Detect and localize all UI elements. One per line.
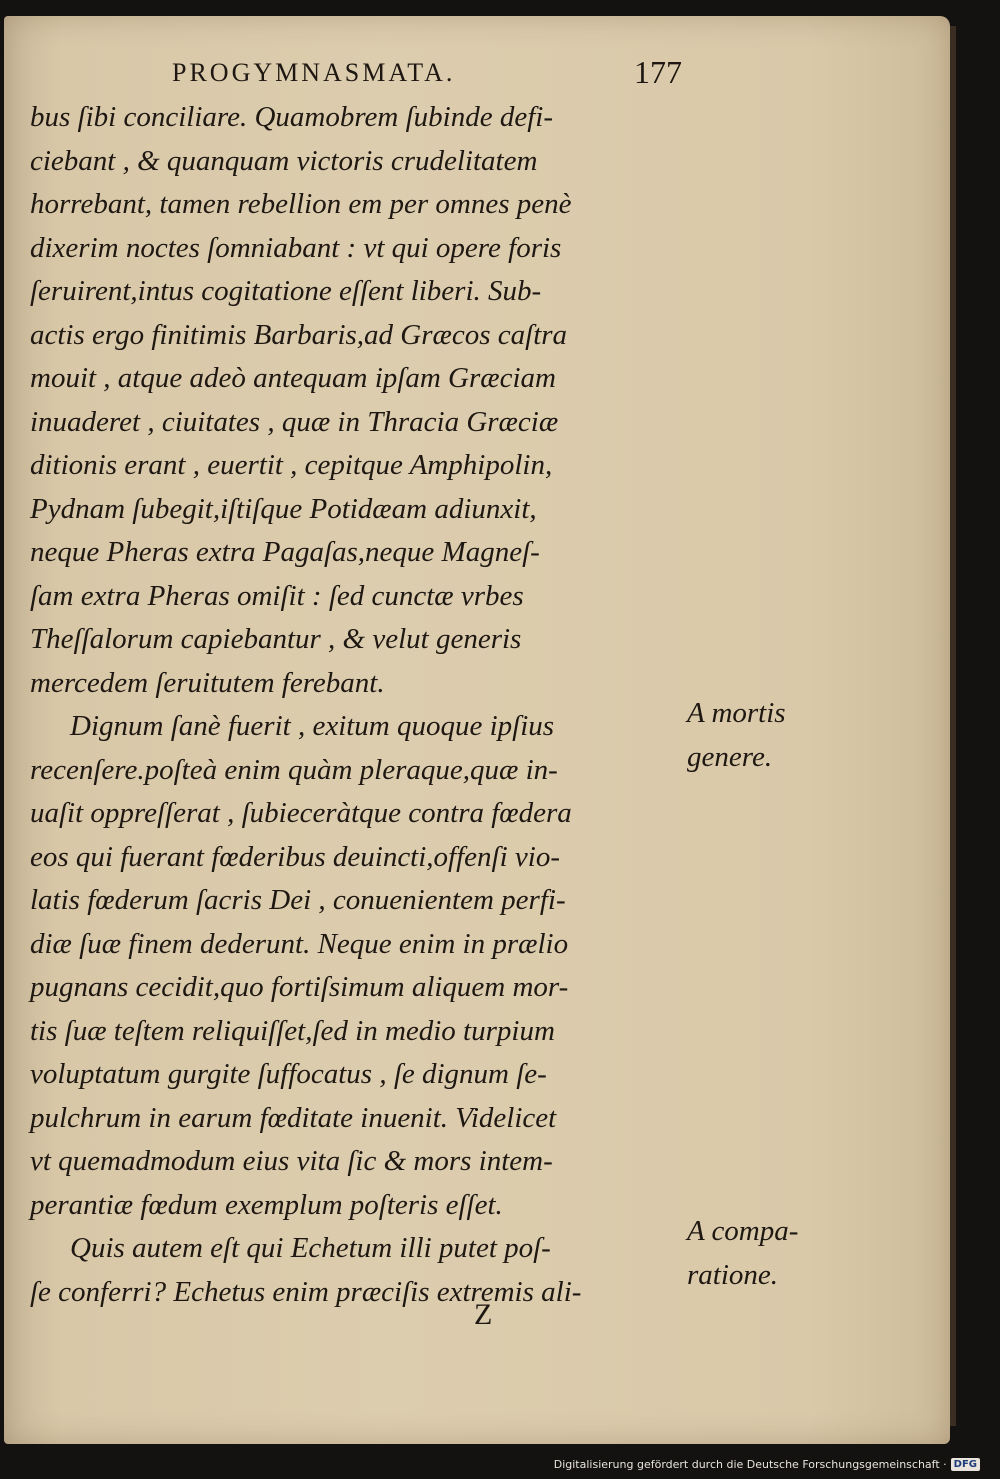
margin-note-comparatione — [687, 1210, 927, 1297]
text-line: recenſere.poſteà enim quàm pleraque,quæ in- — [30, 753, 558, 786]
text-line: Pydnam ſubegit,iſtiſque Potidæam adiunxit, — [30, 492, 537, 525]
text-line: pulchrum in earum fœditate inuenit. Videlicet — [30, 1101, 557, 1134]
page-number: 177 — [634, 54, 682, 90]
text-line: bus ſibi conciliare. Quamobrem ſubinde defi- — [30, 101, 553, 133]
text-line: ciebant , & quanquam victoris crudelitatem — [30, 144, 538, 177]
margin-note-line: A mortis — [687, 697, 786, 729]
signature-mark: Z — [474, 1298, 493, 1331]
text-line: inuaderet , ciuitates , quæ in Thracia Græciæ — [30, 405, 559, 438]
digitization-credit — [554, 1453, 980, 1475]
margin-note-line: ratione. — [687, 1258, 779, 1291]
margin-note-mortis — [687, 692, 927, 779]
text-line: uaſit oppreſſerat , ſubieceràtque contra fœdera — [30, 797, 572, 829]
margin-note-line: genere. — [687, 740, 773, 773]
text-line: ditionis erant , euertit , cepitque Amphipolin, — [30, 449, 553, 481]
text-line: Theſſalorum capiebantur , & velut generis — [30, 623, 522, 655]
text-line: dixerim noctes ſomniabant : vt qui opere foris — [30, 231, 562, 264]
credit-text: Digitalisierung gefördert durch die Deutsche Forschungsgemeinschaft · — [553, 1457, 947, 1471]
main-text-block — [30, 96, 690, 1314]
margin-note-line: A compa- — [687, 1215, 799, 1247]
text-line: mouit , atque adeò antequam ipſam Græciam — [30, 362, 556, 394]
paragraph-start-line: Quis autem eſt qui Echetum illi putet poſ- — [70, 1232, 551, 1264]
dfg-logo-icon: DFG — [951, 1458, 980, 1471]
text-line: eos qui fuerant fœderibus deuincti,offenſi vio- — [30, 840, 560, 873]
running-title: PROGYMNASMATA. — [172, 58, 456, 87]
text-line: horrebant, tamen rebellion em per omnes penè — [30, 188, 572, 220]
text-line: diæ ſuæ finem dederunt. Neque enim in prælio — [30, 927, 569, 960]
book-page — [4, 16, 950, 1444]
paragraph-start-line: Dignum ſanè fuerit , exitum quoque ipſius — [70, 710, 555, 742]
text-line: ſeruirent,intus cogitatione eſſent liberi. Sub- — [30, 275, 542, 307]
text-line: vt quemadmodum eius vita ſic & mors intem- — [30, 1145, 553, 1177]
text-line: ſam extra Pheras omiſit : ſed cunctæ vrbes — [30, 579, 524, 612]
text-line: voluptatum gurgite ſuffocatus , ſe dignum ſe- — [30, 1058, 547, 1090]
text-line: latis fœderum ſacris Dei , conuenientem perfi- — [30, 884, 566, 916]
text-line: perantiæ fœdum exemplum poſteris eſſet. — [30, 1188, 503, 1221]
text-line: neque Pheras extra Pagaſas,neque Magneſ- — [30, 536, 540, 568]
text-line: tis ſuæ teſtem reliquiſſet,ſed in medio turpium — [30, 1014, 555, 1047]
page-edge — [950, 26, 956, 1426]
text-line: actis ergo finitimis Barbaris,ad Græcos caſtra — [30, 318, 568, 351]
text-line: ſe conferri? Echetus enim præciſis extremis ali- — [30, 1275, 582, 1308]
text-line: mercedem ſeruitutem ferebant. — [30, 666, 385, 699]
text-line: pugnans cecidit,quo fortiſsimum aliquem mor- — [30, 971, 569, 1003]
